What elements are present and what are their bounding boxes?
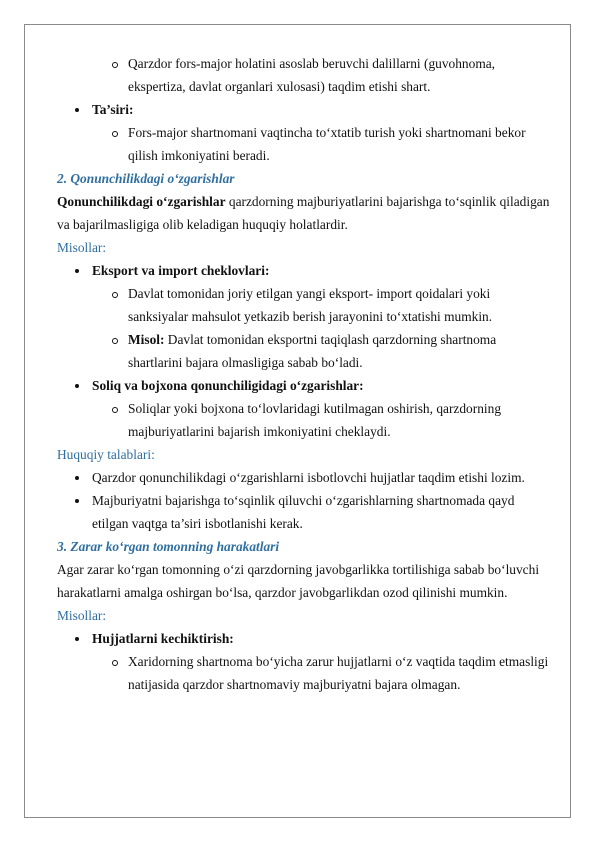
list <box>57 466 551 535</box>
item-label: Soliq va bojxona qonunchiligidagi o‘zgarishlar: <box>92 378 364 393</box>
list-item: Majburiyatni bajarishga to‘sqinlik qiluvchi o‘zgarishlarning shartnomada qayd etilgan vaqtga ta’siri isbotlanishi kerak. <box>92 489 551 535</box>
section-heading: 3. Zarar ko‘rgan tomonning harakatlari <box>57 539 280 554</box>
subheading: Misollar: <box>57 240 107 255</box>
paragraph: Agar zarar ko‘rgan tomonning o‘zi qarzdorning javobgarlikka tortilishiga sabab bo‘luvchi harakatlarni amalga oshirgan bo‘lsa, qarzdor javobgarlikdan ozod qilinishi mumkin. <box>57 562 540 600</box>
list <box>57 374 551 397</box>
list-item <box>92 98 551 121</box>
sublist <box>57 650 551 696</box>
list-item: Soliqlar yoki bojxona to‘lovlaridagi kutilmagan oshirish, qarzdorning majburiyatlarini bajarish imkoniyatini cheklaydi. <box>128 397 551 443</box>
item-label: Eksport va import cheklovlari: <box>92 263 270 278</box>
section-heading: 2. Qonunchilikdagi o‘zgarishlar <box>57 171 235 186</box>
list <box>57 98 551 121</box>
sublist <box>57 52 551 98</box>
list-item <box>92 259 551 282</box>
item-label: Hujjatlarni kechiktirish: <box>92 631 234 646</box>
document-body <box>57 52 551 696</box>
list-item <box>92 374 551 397</box>
item-label: Ta’siri: <box>92 102 134 117</box>
list-item: Qarzdor fors-major holatini asoslab beruvchi dalillarni (guvohnoma, ekspertiza, davlat organlari xulosasi) taqdim etishi shart. <box>128 52 551 98</box>
sublist <box>57 282 551 374</box>
list-item <box>92 627 551 650</box>
sublist <box>57 121 551 167</box>
list-item: Xaridorning shartnoma bo‘yicha zarur hujjatlarni o‘z vaqtida taqdim etmasligi natijasida qarzdor shartnomaviy majburiyatni bajara olmagan. <box>128 650 551 696</box>
list <box>57 259 551 282</box>
list-item: Qarzdor qonunchilikdagi o‘zgarishlarni isbotlovchi hujjatlar taqdim etishi lozim. <box>92 466 551 489</box>
list-item: Davlat tomonidan joriy etilgan yangi eksport- import qoidalari yoki sanksiyalar mahsulot yetkazib berish jarayonini to‘xtatishi mumkin. <box>128 282 551 328</box>
list-item: Fors-major shartnomani vaqtincha to‘xtatib turish yoki shartnomani bekor qilish imkoniyatini beradi. <box>128 121 551 167</box>
list <box>57 627 551 650</box>
sublist <box>57 397 551 443</box>
paragraph: Qonunchilikdagi o‘zgarishlar qarzdorning majburiyatlarini bajarishga to‘sqinlik qiladigan va bajarilmasligiga olib keladigan huquqiy holatlardir. <box>57 194 550 232</box>
list-item: Misol: Davlat tomonidan eksportni taqiqlash qarzdorning shartnoma shartlarini bajara olmasligiga sabab bo‘ladi. <box>128 328 551 374</box>
subheading: Huquqiy talablari: <box>57 447 155 462</box>
subheading: Misollar: <box>57 608 107 623</box>
